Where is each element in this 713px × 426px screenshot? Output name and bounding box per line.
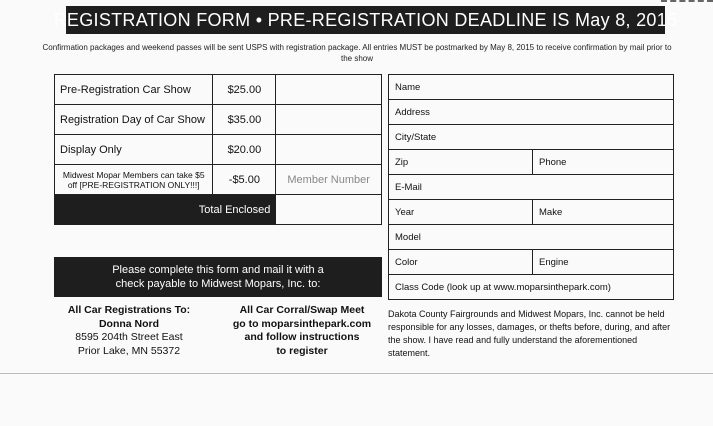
make-field[interactable]: Make xyxy=(533,200,674,225)
total-row xyxy=(55,195,382,225)
corral-line: go to moparsinthepark.com xyxy=(232,317,372,330)
liability-disclaimer: Dakota County Fairgrounds and Midwest Mopars, Inc. cannot be held responsible for any losses, damages, or thefts before, during, and after the show. I have read and fully understand the aforementioned statement. xyxy=(388,309,671,358)
fees-table xyxy=(54,74,382,225)
city-state-field[interactable]: City/State xyxy=(389,125,674,150)
tear-line xyxy=(0,373,713,374)
registrant-info-table xyxy=(388,74,674,300)
corral-line: and follow instructions xyxy=(244,331,360,343)
fee-row xyxy=(55,75,382,105)
email-field[interactable]: E-Mail xyxy=(389,175,674,200)
corral-line: to register xyxy=(276,344,328,357)
fee-label: Midwest Mopar Members can take $5 off [PRE-REGISTRATION ONLY!!!] xyxy=(55,165,213,195)
member-number-field[interactable]: Member Number xyxy=(276,165,382,195)
fee-amount-field[interactable] xyxy=(276,135,382,165)
fee-label: Registration Day of Car Show xyxy=(55,105,213,135)
fee-row xyxy=(55,135,382,165)
color-field[interactable]: Color xyxy=(389,250,533,275)
fee-price: $20.00 xyxy=(213,135,276,165)
mailing-street: 8595 204th Street East xyxy=(75,331,183,343)
banner-line: Please complete this form and mail it with a xyxy=(112,264,324,276)
perforation-edge xyxy=(661,0,713,6)
intro-text: Confirmation packages and weekend passes will be sent USPS with registration package. All entries MUST be postmarked by May 8, 2015 to receive confirmation by mail prior to the show xyxy=(42,43,672,63)
fee-row xyxy=(55,165,382,195)
total-label: Total Enclosed xyxy=(55,195,276,225)
total-field[interactable] xyxy=(276,195,382,225)
class-code-field[interactable]: Class Code (look up at www.moparsinthepark.com) xyxy=(389,275,674,300)
fee-label: Display Only xyxy=(55,135,213,165)
banner-line: check payable to Midwest Mopars, Inc. to: xyxy=(115,278,321,290)
fee-amount-field[interactable] xyxy=(276,105,382,135)
corral-line: All Car Corral/Swap Meet xyxy=(239,304,365,316)
mailing-address xyxy=(54,304,204,358)
mailing-city: Prior Lake, MN 55372 xyxy=(77,344,181,357)
mail-instructions-banner xyxy=(54,257,382,297)
fee-price: $25.00 xyxy=(213,75,276,105)
fee-price: -$5.00 xyxy=(213,165,276,195)
model-field[interactable]: Model xyxy=(389,225,674,250)
car-corral-note xyxy=(224,304,380,358)
year-field[interactable]: Year xyxy=(389,200,533,225)
engine-field[interactable]: Engine xyxy=(533,250,674,275)
form-title: REGISTRATION FORM • PRE-REGISTRATION DEADLINE IS May 8, 2015 xyxy=(53,9,678,30)
fee-price: $35.00 xyxy=(213,105,276,135)
fee-row xyxy=(55,105,382,135)
form-header xyxy=(53,6,678,34)
mailing-heading: All Car Registrations To: xyxy=(67,304,191,316)
phone-field[interactable]: Phone xyxy=(533,150,674,175)
name-field[interactable]: Name xyxy=(389,75,674,100)
address-field[interactable]: Address xyxy=(389,100,674,125)
fee-amount-field[interactable] xyxy=(276,75,382,105)
zip-field[interactable]: Zip xyxy=(389,150,533,175)
mailing-name: Donna Nord xyxy=(98,317,160,330)
fee-label: Pre-Registration Car Show xyxy=(55,75,213,105)
